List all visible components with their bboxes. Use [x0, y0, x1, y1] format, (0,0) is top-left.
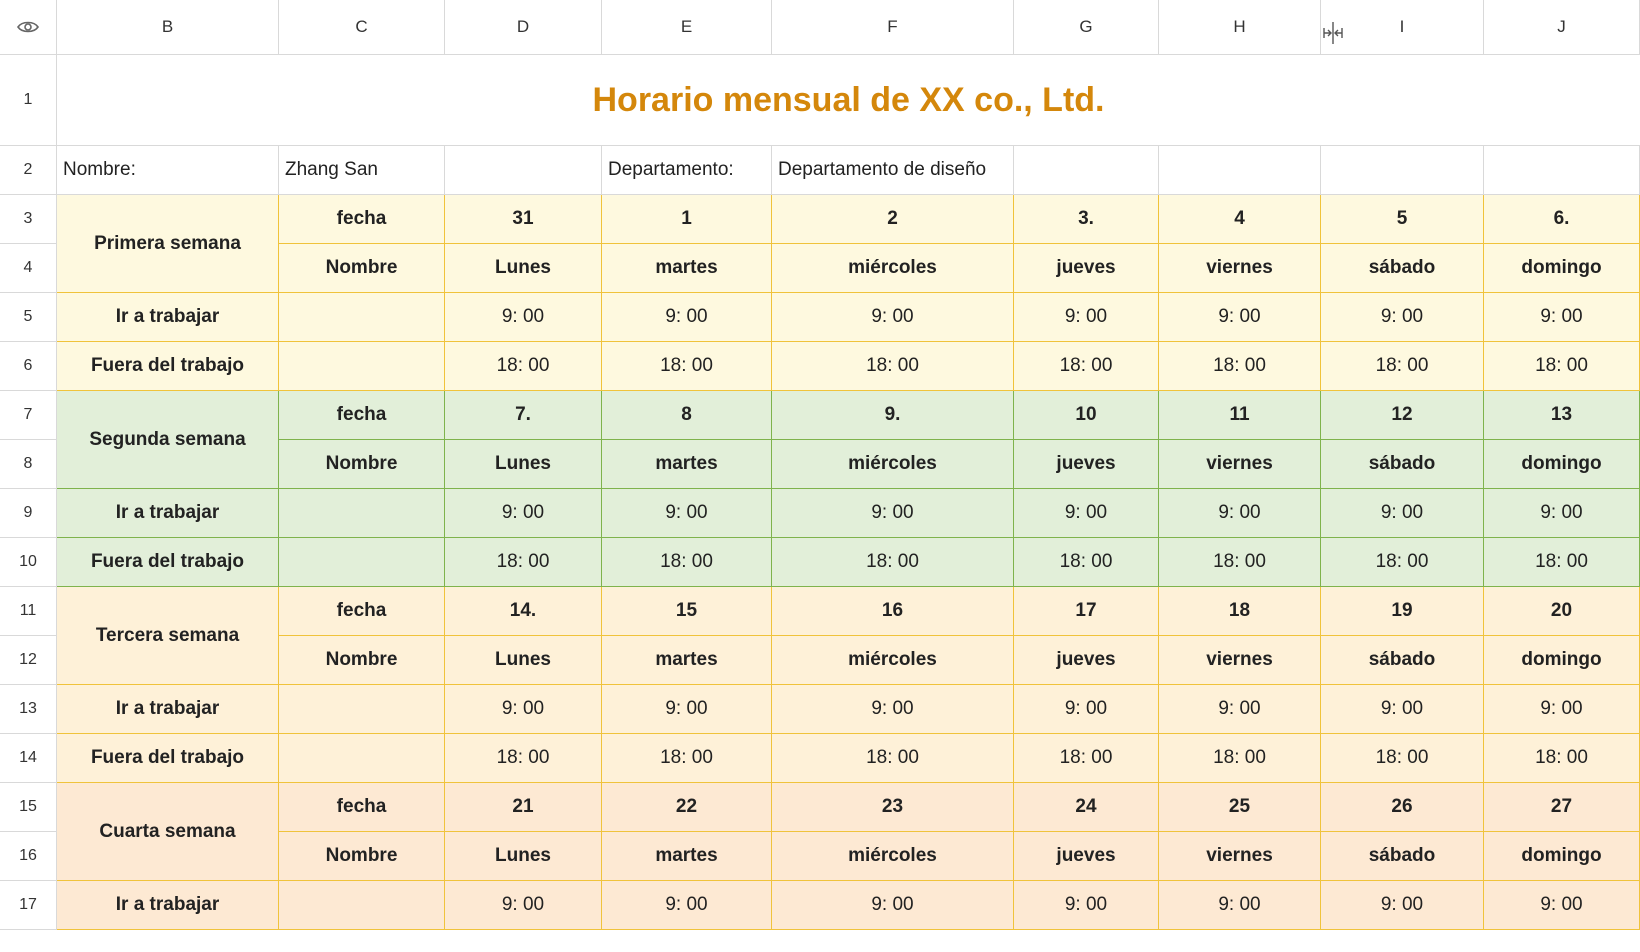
weekday-cell[interactable]: miércoles [772, 832, 1014, 881]
select-all-corner[interactable] [0, 0, 57, 55]
date-cell[interactable]: 1 [602, 195, 772, 244]
start-time-cell[interactable]: 9: 00 [602, 881, 772, 930]
column-header-H[interactable]: H [1159, 0, 1321, 55]
row-header-16[interactable]: 16 [0, 832, 57, 881]
weekday-cell[interactable]: sábado [1321, 832, 1484, 881]
date-cell[interactable]: 15 [602, 587, 772, 636]
department-value-cell[interactable]: Departamento de diseño [772, 146, 1014, 195]
week-name-cell[interactable]: Cuarta semana [57, 783, 279, 881]
empty-cell[interactable] [279, 538, 445, 587]
name-value-cell[interactable]: Zhang San [279, 146, 445, 195]
date-cell[interactable]: 7. [445, 391, 602, 440]
start-time-cell[interactable]: 9: 00 [1014, 685, 1159, 734]
end-time-cell[interactable]: 18: 00 [445, 342, 602, 391]
empty-cell[interactable] [1484, 146, 1640, 195]
date-cell[interactable]: 9. [772, 391, 1014, 440]
date-label-cell[interactable]: fecha [279, 587, 445, 636]
start-time-cell[interactable]: 9: 00 [772, 293, 1014, 342]
start-time-cell[interactable]: 9: 00 [602, 685, 772, 734]
end-time-cell[interactable]: 18: 00 [1321, 342, 1484, 391]
column-header-J[interactable]: J [1484, 0, 1640, 55]
weekday-cell[interactable]: jueves [1014, 244, 1159, 293]
empty-cell[interactable] [279, 685, 445, 734]
date-cell[interactable]: 12 [1321, 391, 1484, 440]
weekday-cell[interactable]: domingo [1484, 244, 1640, 293]
end-time-cell[interactable]: 18: 00 [1484, 342, 1640, 391]
empty-cell[interactable] [279, 293, 445, 342]
row-header-17[interactable]: 17 [0, 881, 57, 930]
end-time-cell[interactable]: 18: 00 [602, 538, 772, 587]
column-header-E[interactable]: E [602, 0, 772, 55]
date-label-cell[interactable]: fecha [279, 195, 445, 244]
start-time-cell[interactable]: 9: 00 [602, 293, 772, 342]
end-time-cell[interactable]: 18: 00 [1484, 734, 1640, 783]
date-cell[interactable]: 14. [445, 587, 602, 636]
week-name-cell[interactable]: Primera semana [57, 195, 279, 293]
end-time-cell[interactable]: 18: 00 [445, 538, 602, 587]
start-time-cell[interactable]: 9: 00 [1014, 293, 1159, 342]
weekday-cell[interactable]: domingo [1484, 440, 1640, 489]
weekday-cell[interactable]: jueves [1014, 636, 1159, 685]
start-time-cell[interactable]: 9: 00 [1321, 881, 1484, 930]
empty-cell[interactable] [279, 342, 445, 391]
weekday-label-cell[interactable]: Nombre [279, 636, 445, 685]
column-header-G[interactable]: G [1014, 0, 1159, 55]
date-cell[interactable]: 17 [1014, 587, 1159, 636]
start-time-cell[interactable]: 9: 00 [1321, 293, 1484, 342]
start-time-cell[interactable]: 9: 00 [1484, 881, 1640, 930]
weekday-cell[interactable]: Lunes [445, 440, 602, 489]
empty-cell[interactable] [445, 146, 602, 195]
row-header-11[interactable]: 11 [0, 587, 57, 636]
end-time-cell[interactable]: 18: 00 [602, 734, 772, 783]
date-cell[interactable]: 6. [1484, 195, 1640, 244]
row-header-15[interactable]: 15 [0, 783, 57, 832]
weekday-cell[interactable]: Lunes [445, 636, 602, 685]
name-label-cell[interactable]: Nombre: [57, 146, 279, 195]
column-header-C[interactable]: C [279, 0, 445, 55]
row-header-14[interactable]: 14 [0, 734, 57, 783]
row-header-9[interactable]: 9 [0, 489, 57, 538]
start-label-cell[interactable]: Ir a trabajar [57, 293, 279, 342]
end-time-cell[interactable]: 18: 00 [772, 342, 1014, 391]
empty-cell[interactable] [279, 489, 445, 538]
date-cell[interactable]: 16 [772, 587, 1014, 636]
weekday-cell[interactable]: viernes [1159, 636, 1321, 685]
weekday-cell[interactable]: martes [602, 832, 772, 881]
weekday-cell[interactable]: Lunes [445, 832, 602, 881]
empty-cell[interactable] [279, 881, 445, 930]
weekday-cell[interactable]: viernes [1159, 832, 1321, 881]
date-cell[interactable]: 25 [1159, 783, 1321, 832]
date-cell[interactable]: 3. [1014, 195, 1159, 244]
week-name-cell[interactable]: Segunda semana [57, 391, 279, 489]
start-time-cell[interactable]: 9: 00 [1159, 881, 1321, 930]
start-time-cell[interactable]: 9: 00 [1159, 293, 1321, 342]
weekday-label-cell[interactable]: Nombre [279, 440, 445, 489]
end-time-cell[interactable]: 18: 00 [1159, 342, 1321, 391]
end-label-cell[interactable]: Fuera del trabajo [57, 538, 279, 587]
row-header-6[interactable]: 6 [0, 342, 57, 391]
row-header-7[interactable]: 7 [0, 391, 57, 440]
start-time-cell[interactable]: 9: 00 [1484, 685, 1640, 734]
date-cell[interactable]: 18 [1159, 587, 1321, 636]
weekday-cell[interactable]: Lunes [445, 244, 602, 293]
weekday-cell[interactable]: domingo [1484, 832, 1640, 881]
start-time-cell[interactable]: 9: 00 [445, 489, 602, 538]
date-label-cell[interactable]: fecha [279, 783, 445, 832]
weekday-cell[interactable]: miércoles [772, 440, 1014, 489]
weekday-cell[interactable]: martes [602, 440, 772, 489]
start-time-cell[interactable]: 9: 00 [1321, 489, 1484, 538]
sheet-title[interactable]: Horario mensual de XX co., Ltd. [57, 55, 1640, 146]
row-header-5[interactable]: 5 [0, 293, 57, 342]
weekday-cell[interactable]: jueves [1014, 440, 1159, 489]
start-time-cell[interactable]: 9: 00 [445, 293, 602, 342]
column-header-D[interactable]: D [445, 0, 602, 55]
start-time-cell[interactable]: 9: 00 [1159, 685, 1321, 734]
column-header-I[interactable]: I [1321, 0, 1484, 55]
end-time-cell[interactable]: 18: 00 [602, 342, 772, 391]
date-cell[interactable]: 22 [602, 783, 772, 832]
start-label-cell[interactable]: Ir a trabajar [57, 685, 279, 734]
empty-cell[interactable] [1159, 146, 1321, 195]
weekday-cell[interactable]: sábado [1321, 440, 1484, 489]
end-time-cell[interactable]: 18: 00 [445, 734, 602, 783]
end-time-cell[interactable]: 18: 00 [1321, 734, 1484, 783]
row-header-2[interactable]: 2 [0, 146, 57, 195]
weekday-cell[interactable]: viernes [1159, 244, 1321, 293]
start-time-cell[interactable]: 9: 00 [772, 489, 1014, 538]
date-cell[interactable]: 11 [1159, 391, 1321, 440]
start-label-cell[interactable]: Ir a trabajar [57, 489, 279, 538]
start-time-cell[interactable]: 9: 00 [1014, 881, 1159, 930]
start-time-cell[interactable]: 9: 00 [445, 685, 602, 734]
weekday-cell[interactable]: martes [602, 244, 772, 293]
start-time-cell[interactable]: 9: 00 [1484, 489, 1640, 538]
date-cell[interactable]: 20 [1484, 587, 1640, 636]
weekday-cell[interactable]: jueves [1014, 832, 1159, 881]
date-cell[interactable]: 10 [1014, 391, 1159, 440]
column-header-B[interactable]: B [57, 0, 279, 55]
start-time-cell[interactable]: 9: 00 [1159, 489, 1321, 538]
end-time-cell[interactable]: 18: 00 [772, 538, 1014, 587]
row-header-8[interactable]: 8 [0, 440, 57, 489]
end-time-cell[interactable]: 18: 00 [1014, 342, 1159, 391]
eye-icon[interactable] [16, 19, 40, 35]
start-time-cell[interactable]: 9: 00 [1484, 293, 1640, 342]
row-header-4[interactable]: 4 [0, 244, 57, 293]
weekday-cell[interactable]: martes [602, 636, 772, 685]
weekday-label-cell[interactable]: Nombre [279, 244, 445, 293]
date-cell[interactable]: 23 [772, 783, 1014, 832]
empty-cell[interactable] [1014, 146, 1159, 195]
start-time-cell[interactable]: 9: 00 [772, 881, 1014, 930]
date-cell[interactable]: 8 [602, 391, 772, 440]
column-header-F[interactable]: F [772, 0, 1014, 55]
end-time-cell[interactable]: 18: 00 [1321, 538, 1484, 587]
start-label-cell[interactable]: Ir a trabajar [57, 881, 279, 930]
end-time-cell[interactable]: 18: 00 [1484, 538, 1640, 587]
end-time-cell[interactable]: 18: 00 [1014, 734, 1159, 783]
end-time-cell[interactable]: 18: 00 [772, 734, 1014, 783]
date-cell[interactable]: 4 [1159, 195, 1321, 244]
weekday-cell[interactable]: sábado [1321, 636, 1484, 685]
start-time-cell[interactable]: 9: 00 [1014, 489, 1159, 538]
end-label-cell[interactable]: Fuera del trabajo [57, 342, 279, 391]
cell-grid [57, 146, 1640, 952]
weekday-cell[interactable]: domingo [1484, 636, 1640, 685]
weekday-cell[interactable]: sábado [1321, 244, 1484, 293]
start-time-cell[interactable]: 9: 00 [445, 881, 602, 930]
end-time-cell[interactable]: 18: 00 [1159, 734, 1321, 783]
row-header-12[interactable]: 12 [0, 636, 57, 685]
start-time-cell[interactable]: 9: 00 [602, 489, 772, 538]
department-label-cell[interactable]: Departamento: [602, 146, 772, 195]
date-cell[interactable]: 2 [772, 195, 1014, 244]
row-header-10[interactable]: 10 [0, 538, 57, 587]
date-cell[interactable]: 5 [1321, 195, 1484, 244]
weekday-cell[interactable]: miércoles [772, 636, 1014, 685]
date-cell[interactable]: 27 [1484, 783, 1640, 832]
weekday-cell[interactable]: viernes [1159, 440, 1321, 489]
start-time-cell[interactable]: 9: 00 [1321, 685, 1484, 734]
end-label-cell[interactable]: Fuera del trabajo [57, 734, 279, 783]
column-resize-icon[interactable] [1320, 20, 1346, 46]
weekday-label-cell[interactable]: Nombre [279, 832, 445, 881]
weekday-cell[interactable]: miércoles [772, 244, 1014, 293]
date-cell[interactable]: 19 [1321, 587, 1484, 636]
week-name-cell[interactable]: Tercera semana [57, 587, 279, 685]
empty-cell[interactable] [279, 734, 445, 783]
start-time-cell[interactable]: 9: 00 [772, 685, 1014, 734]
date-cell[interactable]: 26 [1321, 783, 1484, 832]
row-header-3[interactable]: 3 [0, 195, 57, 244]
date-cell[interactable]: 24 [1014, 783, 1159, 832]
row-header-13[interactable]: 13 [0, 685, 57, 734]
date-cell[interactable]: 31 [445, 195, 602, 244]
date-label-cell[interactable]: fecha [279, 391, 445, 440]
date-cell[interactable]: 21 [445, 783, 602, 832]
empty-cell[interactable] [1321, 146, 1484, 195]
end-time-cell[interactable]: 18: 00 [1014, 538, 1159, 587]
row-header-1[interactable]: 1 [0, 55, 57, 146]
date-cell[interactable]: 13 [1484, 391, 1640, 440]
end-time-cell[interactable]: 18: 00 [1159, 538, 1321, 587]
